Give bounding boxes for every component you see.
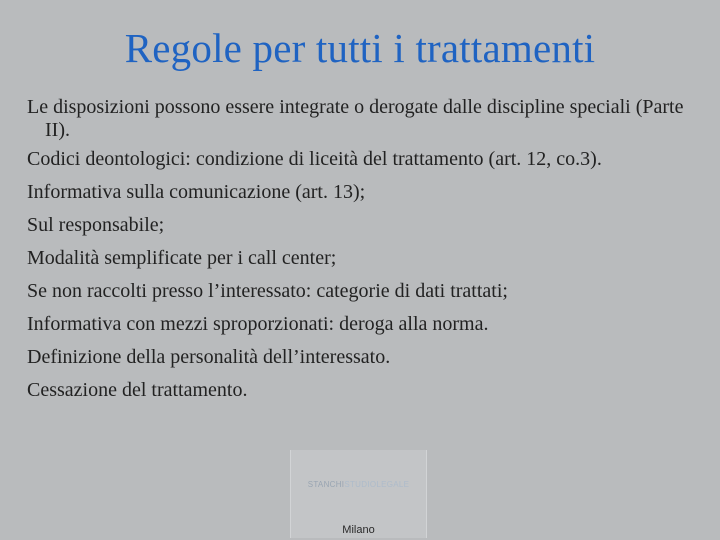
bullet-item: Modalità semplificate per i call center;: [27, 247, 337, 269]
bullet-item: Codici deontologici: condizione di liceità del trattamento (art. 12, co.3).: [27, 148, 602, 170]
bullet-item: Informativa sulla comunicazione (art. 13);: [27, 181, 366, 203]
bullet-item: Le disposizioni possono essere integrate o derogate dalle discipline speciali (Parte II).: [27, 96, 684, 141]
bullet-item: Cessazione del trattamento.: [27, 379, 248, 401]
bullet-item: Informativa con mezzi sproporzionati: deroga alla norma.: [27, 313, 489, 335]
bullet-item: Definizione della personalità dell’interessato.: [27, 346, 391, 368]
slide-title: Regole per tutti i trattamenti: [124, 25, 596, 71]
logo-caption: Milano: [342, 524, 375, 536]
bullet-item: Se non raccolti presso l’interessato: categorie di dati trattati;: [27, 280, 508, 302]
bullet-item: Sul responsabile;: [27, 214, 165, 236]
firm-logo: [290, 450, 427, 538]
logo-name-part1: STANCHI: [307, 480, 345, 489]
logo-name-part2: STUDIOLEGALE: [344, 480, 410, 489]
firm-logo-text: [301, 480, 416, 489]
bullet-list: [27, 96, 707, 412]
